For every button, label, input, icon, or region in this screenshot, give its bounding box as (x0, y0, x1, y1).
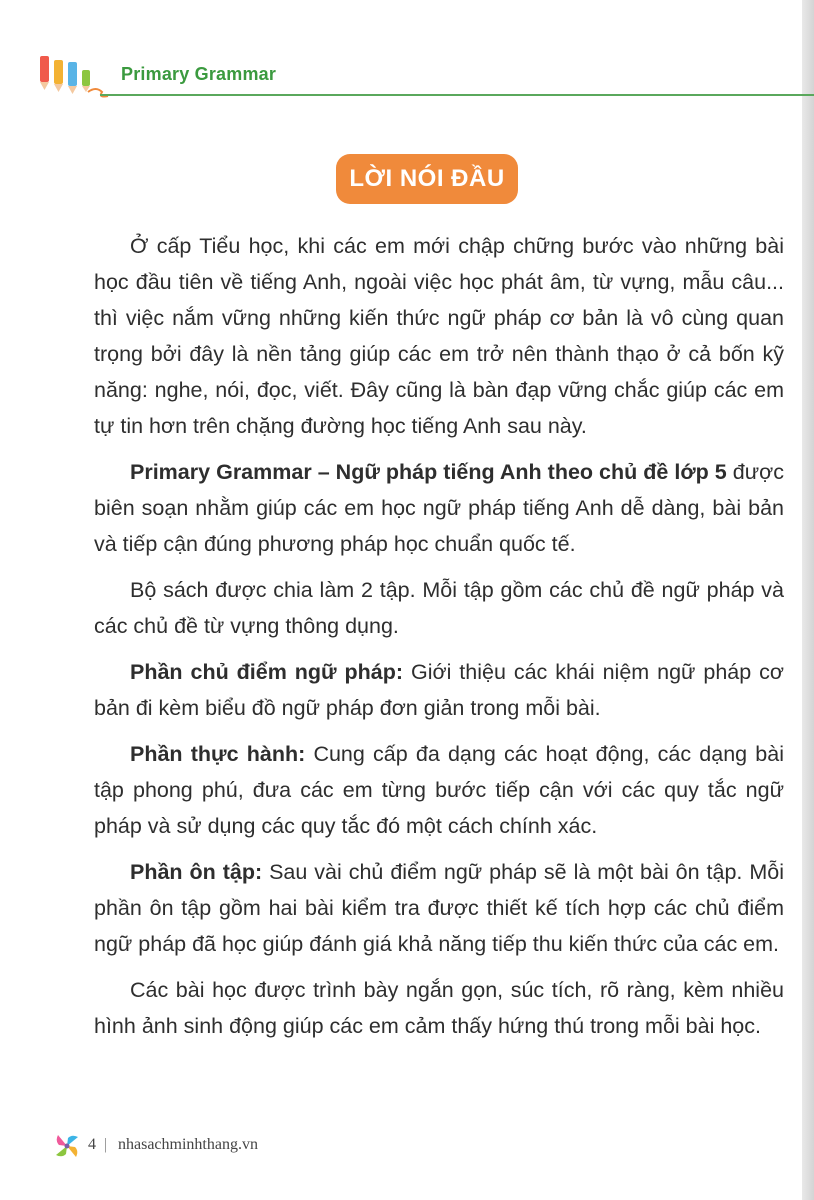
paragraph (94, 454, 784, 562)
paragraph-bold-lead: Phần chủ điểm ngữ pháp: (130, 660, 404, 684)
page-title: LỜI NÓI ĐẦU (336, 154, 518, 204)
paragraph (94, 228, 784, 444)
paragraph-bold-lead: Phần thực hành: (130, 742, 306, 766)
paragraph-bold-lead: Primary Grammar – Ngữ pháp tiếng Anh theo chủ đề lớp 5 (130, 460, 727, 484)
paragraph-text: Các bài học được trình bày ngắn gọn, súc tích, rõ ràng, kèm nhiều hình ảnh sinh động giúp các em cảm thấy hứng thú trong mỗi bài học. (94, 978, 784, 1038)
colored-pencils-icon (38, 52, 110, 100)
paragraph-text: Sau vài chủ điểm ngữ pháp sẽ là một bài ôn tập. Mỗi phần ôn tập gồm hai bài kiểm tra được thiết kế tích hợp các chủ điểm ngữ pháp đã học giúp đánh giá khả năng tiếp thu kiến thức của các em. (94, 860, 785, 956)
colorful-flower-logo-icon (54, 1133, 80, 1159)
paragraph (94, 854, 784, 962)
paragraph (94, 972, 784, 1044)
footer-separator: | (104, 1136, 108, 1153)
publisher-website: nhasachminhthang.vn (118, 1136, 258, 1153)
page-edge-shadow (802, 0, 814, 1200)
paragraph-text: Bộ sách được chia làm 2 tập. Mỗi tập gồm các chủ đề ngữ pháp và các chủ đề từ vựng thông dụng. (94, 578, 784, 638)
paragraph-text: Ở cấp Tiểu học, khi các em mới chập chững bước vào những bài học đầu tiên về tiếng Anh, ngoài việc học phát âm, từ vựng, mẫu câu... thì việc nắm vững những kiến thức ngữ pháp cơ bản là vô cùng quan trọng bởi đây là nền tảng giúp các em trở nên thành thạo ở cả bốn kỹ năng: nghe, nói, đọc, viết. Đây cũng là bàn đạp vững chắc giúp các em tự tin hơn trên chặng đường học tiếng Anh sau này. (94, 234, 784, 438)
paragraph (94, 572, 784, 644)
brand-title: Primary Grammar (121, 64, 277, 84)
paragraph-text: được biên soạn nhằm giúp các em học ngữ pháp tiếng Anh dễ dàng, bài bản và tiếp cận đúng phương pháp học chuẩn quốc tế. (94, 460, 784, 556)
paragraph-text: Giới thiệu các khái niệm ngữ pháp cơ bản đi kèm biểu đồ ngữ pháp đơn giản trong mỗi bài. (94, 660, 784, 720)
paragraph-bold-lead: Phần ôn tập: (130, 860, 263, 884)
paragraph (94, 654, 784, 726)
paragraph (94, 736, 784, 844)
page-number: 4 (88, 1136, 96, 1153)
preface-body (94, 228, 784, 1054)
page-header (0, 40, 814, 110)
header-divider (100, 94, 814, 96)
paragraph-text: Cung cấp đa dạng các hoạt động, các dạng bài tập phong phú, đưa các em từng bước tiếp cận với các quy tắc ngữ pháp và sử dụng các quy tắc đó một cách chính xác. (94, 742, 784, 838)
